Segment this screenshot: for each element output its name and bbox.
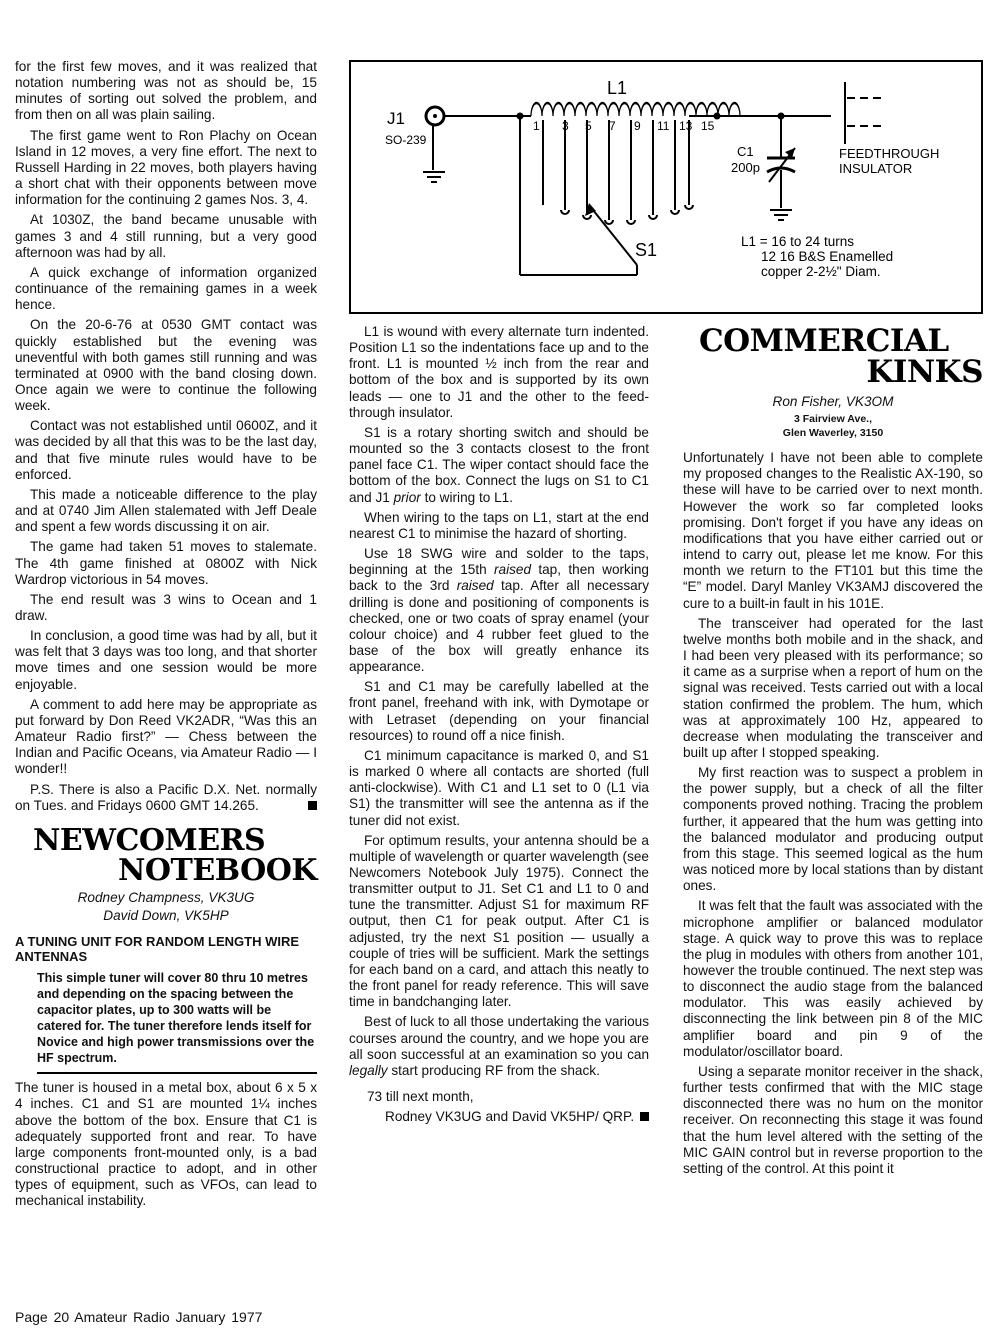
coil-taps xyxy=(543,120,689,220)
sign-off-names xyxy=(349,1109,649,1125)
junction-dot xyxy=(714,113,721,120)
feedthrough-label: FEEDTHROUGH xyxy=(839,146,940,161)
tap-number: 1 xyxy=(533,119,540,133)
paragraph: Contact was not established until 0600Z, and it was decided by all that this was to be the last day, and that five minute rules would have to be enforced. xyxy=(15,418,317,482)
paragraph: It was felt that the fault was associated with the microphone amplifier or balanced modulator stage. A quick way to prove this was to replace the plug in modules with others from another 101, however the trouble continued. The next step was to disconnect the audio stage from the balanced modulator. This was easily achieved by disconnecting the link between pin 8 of the MIC amplifier board and pin 9 of the modulator/oscillator board. xyxy=(683,898,983,1059)
paragraph xyxy=(349,425,649,506)
title-line: COMMERCIAL xyxy=(699,323,949,359)
column-middle xyxy=(349,324,649,1129)
column-left xyxy=(15,59,317,1213)
text-run: tap, then working back to the 3rd xyxy=(349,562,649,594)
l1-spec-line: 12 16 B&S Enamelled xyxy=(761,249,894,264)
text-run: Best of luck to all those undertaking the various courses around the country, and we hope you are all soon successful at an examination so you can xyxy=(349,1014,649,1062)
j1-type-label: SO-239 xyxy=(385,133,427,147)
title-line: NOTEBOOK xyxy=(118,852,317,888)
paragraph-ps xyxy=(15,782,317,814)
insulator-label: INSULATOR xyxy=(839,161,913,176)
paragraph: The tuner is housed in a metal box, about 6 x 5 x 4 inches. C1 and S1 are mounted 1¼ inches above the bottom of the box. Ensure that C1 is adequately supported front and rear. To have large components front-mounted only, is a bad constructional practice to adopt, and in other types of equipment, such as VFOs, can lead to mechanical instability. xyxy=(15,1080,317,1209)
text-run: start producing RF from the shack. xyxy=(387,1062,600,1078)
c1-value-label: 200p xyxy=(731,160,760,175)
s1-label: S1 xyxy=(635,240,658,260)
sign-off: 73 till next month, xyxy=(367,1089,474,1105)
paragraph: Using a separate monitor receiver in the shack, further tests confirmed that with the MIC stage disconnected there was no hum on the monitor receiver. On reconnecting this stage it was found that the hum level altered with the setting of the MIC GAIN control but in reverse proportion to the setting of the control. At this point it xyxy=(683,1063,983,1176)
text-run: to wiring to L1. xyxy=(420,489,513,505)
tap-number: 5 xyxy=(585,119,592,133)
address-line: 3 Fairview Ave., xyxy=(793,413,872,426)
page-footer: Page 20 Amateur Radio January 1977 xyxy=(15,1309,263,1325)
author-byline: Ron Fisher, VK3OM xyxy=(772,394,894,409)
s1-wiper xyxy=(589,205,637,265)
l1-coil-icon xyxy=(531,103,740,116)
text-run: Use 18 SWG wire and solder to the taps, beginning at the 15th xyxy=(349,546,649,578)
ps-text: P.S. There is also a Pacific D.X. Net. normally on Tues. and Fridays 0600 GMT 14.265. xyxy=(15,781,317,813)
tap-numbers xyxy=(533,119,715,133)
paragraph: For optimum results, your antenna should be a multiple of wavelength or quarter wavelength (see Newcomers Notebook July 1975). Connect the transmitter output to J1. Set C1 and L1 to 0 and tune the transmitter. Adjust S1 for maximum RF output, then C1 for peak output. After C1 is adjusted, try the next S1 position — usually a couple of tries will be sufficient. Mark the settings for each band on a card, and attach this neatly to the front panel for ready reference. This will save time in bandchanging later. xyxy=(349,832,649,1010)
diagram-border xyxy=(350,61,982,313)
paragraph: A comment to add here may be appropriate as put forward by Don Reed VK2ADR, “Was this an Amateur Radio first?” — Chess between the Indian and Pacific Oceans, via Amateur Radio — I wonder!! xyxy=(15,696,317,777)
tap-number: 11 xyxy=(657,119,670,133)
title-line: KINKS xyxy=(866,354,983,390)
paragraph: L1 is wound with every alternate turn indented. Position L1 so the indentations face up and to the front. L1 is mounted ½ inch from the rear and bottom of the box and is supported by its own leads — one to J1 and the other to the feed-through insulator. xyxy=(349,324,649,420)
c1-label: C1 xyxy=(737,144,754,159)
sign-names: Rodney VK3UG and David VK5HP/ QRP. xyxy=(385,1109,635,1125)
commercial-kinks-title xyxy=(683,323,983,390)
paragraph xyxy=(349,546,649,675)
paragraph: The end result was 3 wins to Ocean and 1 draw. xyxy=(15,591,317,623)
author-byline: David Down, VK5HP xyxy=(103,908,229,924)
author-address xyxy=(683,412,983,440)
tap-number: 9 xyxy=(634,119,641,133)
feedthrough-insulator-icon xyxy=(845,82,885,144)
emphasis-text: raised xyxy=(456,578,494,594)
address-line: Glen Waverley, 3150 xyxy=(782,427,884,440)
text-run: tap. After all necessary drilling is done and positioning of components is checked, one or two coats of spray enamel (your colour choice) and 4 rubber feet glued to the base of the box will greatly enhance its appearance. xyxy=(349,578,649,675)
end-mark-icon xyxy=(640,1112,649,1121)
emphasis-text: prior xyxy=(393,489,421,505)
tap-number: 13 xyxy=(679,119,693,133)
paragraph: S1 and C1 may be carefully labelled at the front panel, freehand with ink, with Dymotape or with Letraset (depending on your financial resources) to round off a nice finish. xyxy=(349,679,649,743)
title-line: NEWCOMERS xyxy=(33,822,266,858)
paragraph: In conclusion, a good time was had by all, but it was felt that 3 days was too long, and that shorter move times and one session would be more enjoyable. xyxy=(15,628,317,692)
emphasis-text: legally xyxy=(349,1062,388,1078)
text-run: S1 is a rotary shorting switch and should be mounted so the 3 contacts closest to the front panel face C1. The wiper contact should face the bottom of the box. Connect the lugs on S1 to C1 and J1 xyxy=(349,424,649,505)
tap-number: 7 xyxy=(609,119,616,133)
paragraph: A quick exchange of information organized continuance of the remaining games in a week hence. xyxy=(15,264,317,313)
paragraph: The game had taken 51 moves to stalemate. The 4th game finished at 0800Z with Nick Wardrop victorious in 54 moves. xyxy=(15,539,317,587)
j1-pin-icon xyxy=(433,114,437,118)
paragraph: At 1030Z, the band became unusable with games 3 and 4 still running, but a very good afternoon was had by all. xyxy=(15,212,317,260)
paragraph: The first game went to Ron Plachy on Ocean Island in 12 moves, a very fine effort. The next to Russell Harding in 22 moves, both players having a short chat with their opponents between move information for the continuing 2 games Nos. 3, 4. xyxy=(15,127,317,208)
paragraph: On the 20-6-76 at 0530 GMT contact was quickly established but the evening was uneventful with both games still running and was terminated at 0900 with the band closing down. Once again we were to continue the following week. xyxy=(15,317,317,414)
paragraph: This made a noticeable difference to the play and at 0740 Jim Allen stalemated with Jeff Deale and spent a few words discussing it on air. xyxy=(15,486,317,535)
tuner-circuit-diagram xyxy=(349,60,983,314)
tap-number: 3 xyxy=(562,119,569,133)
author-byline: Rodney Champness, VK3UG xyxy=(77,889,255,905)
paragraph xyxy=(349,1014,649,1079)
l1-label: L1 xyxy=(607,78,628,98)
paragraph: When wiring to the taps on L1, start at the end nearest C1 to minimise the hazard of shorting. xyxy=(349,509,649,541)
paragraph: My first reaction was to suspect a problem in the power supply, but a check of all the filter components proved nothing. Tracing the problem further, it appeared that the hum was getting into the balanced modulator and producing output from this stage. This seemed logical as the hum was noticed more by local stations than by distant ones. xyxy=(683,765,983,894)
article-subhead: A TUNING UNIT FOR RANDOM LENGTH WIRE ANTENNAS xyxy=(15,934,300,965)
end-mark-icon xyxy=(308,801,317,810)
tap-number: 15 xyxy=(701,119,715,133)
l1-spec-line: copper 2-2½" Diam. xyxy=(761,264,881,279)
article-standfirst: This simple tuner will cover 80 thru 10 metres and depending on the spacing between the capacitor plates, up to 300 watts will be catered for. The tuner therefore lends itself for Novice and high power transmissions over the HF spectrum. xyxy=(37,970,317,1074)
newcomers-notebook-title xyxy=(15,822,317,888)
column-right xyxy=(683,324,983,1181)
paragraph: for the first few moves, and it was realized that notation numbering was not as should be, 15 minutes of sorting out solved the problem, and from then on all was plain sailing. xyxy=(15,59,317,123)
emphasis-text: raised xyxy=(493,562,532,578)
l1-spec-line: L1 = 16 to 24 turns xyxy=(741,234,854,249)
paragraph: The transceiver had operated for the last twelve months both mobile and in the shack, and I had been very pleased with its performance; so it came as a surprise when a report of hum on the signal was received. Tests carried out with a local station confirmed the problem. The hum, which was at approximately 100 Hz, appeared to decrease when modulating the transceiver and built up after I stopped speaking. xyxy=(683,615,983,760)
s1-contacts xyxy=(561,205,693,224)
paragraph: Unfortunately I have not been able to complete my proposed changes to the Realistic AX-190, so these will have to be carried over to next month. However the work so far completed looks promising. Don't forget if you have any ideas on modifications that you have either carried out or intend to carry out, please let me know. For this month we return to the FT101 but this time the “E” model. Daryl Manley VK3AMJ discovered the cure to a built-in fault in his 101E. xyxy=(683,450,983,611)
j1-label: J1 xyxy=(387,109,405,128)
paragraph: C1 minimum capacitance is marked 0, and S1 is marked 0 where all contacts are shorted (full anti-clockwise). With C1 and L1 set to 0 (L1 via S1) the transmitter will see the antenna as if the tuner did not exist. xyxy=(349,747,649,828)
